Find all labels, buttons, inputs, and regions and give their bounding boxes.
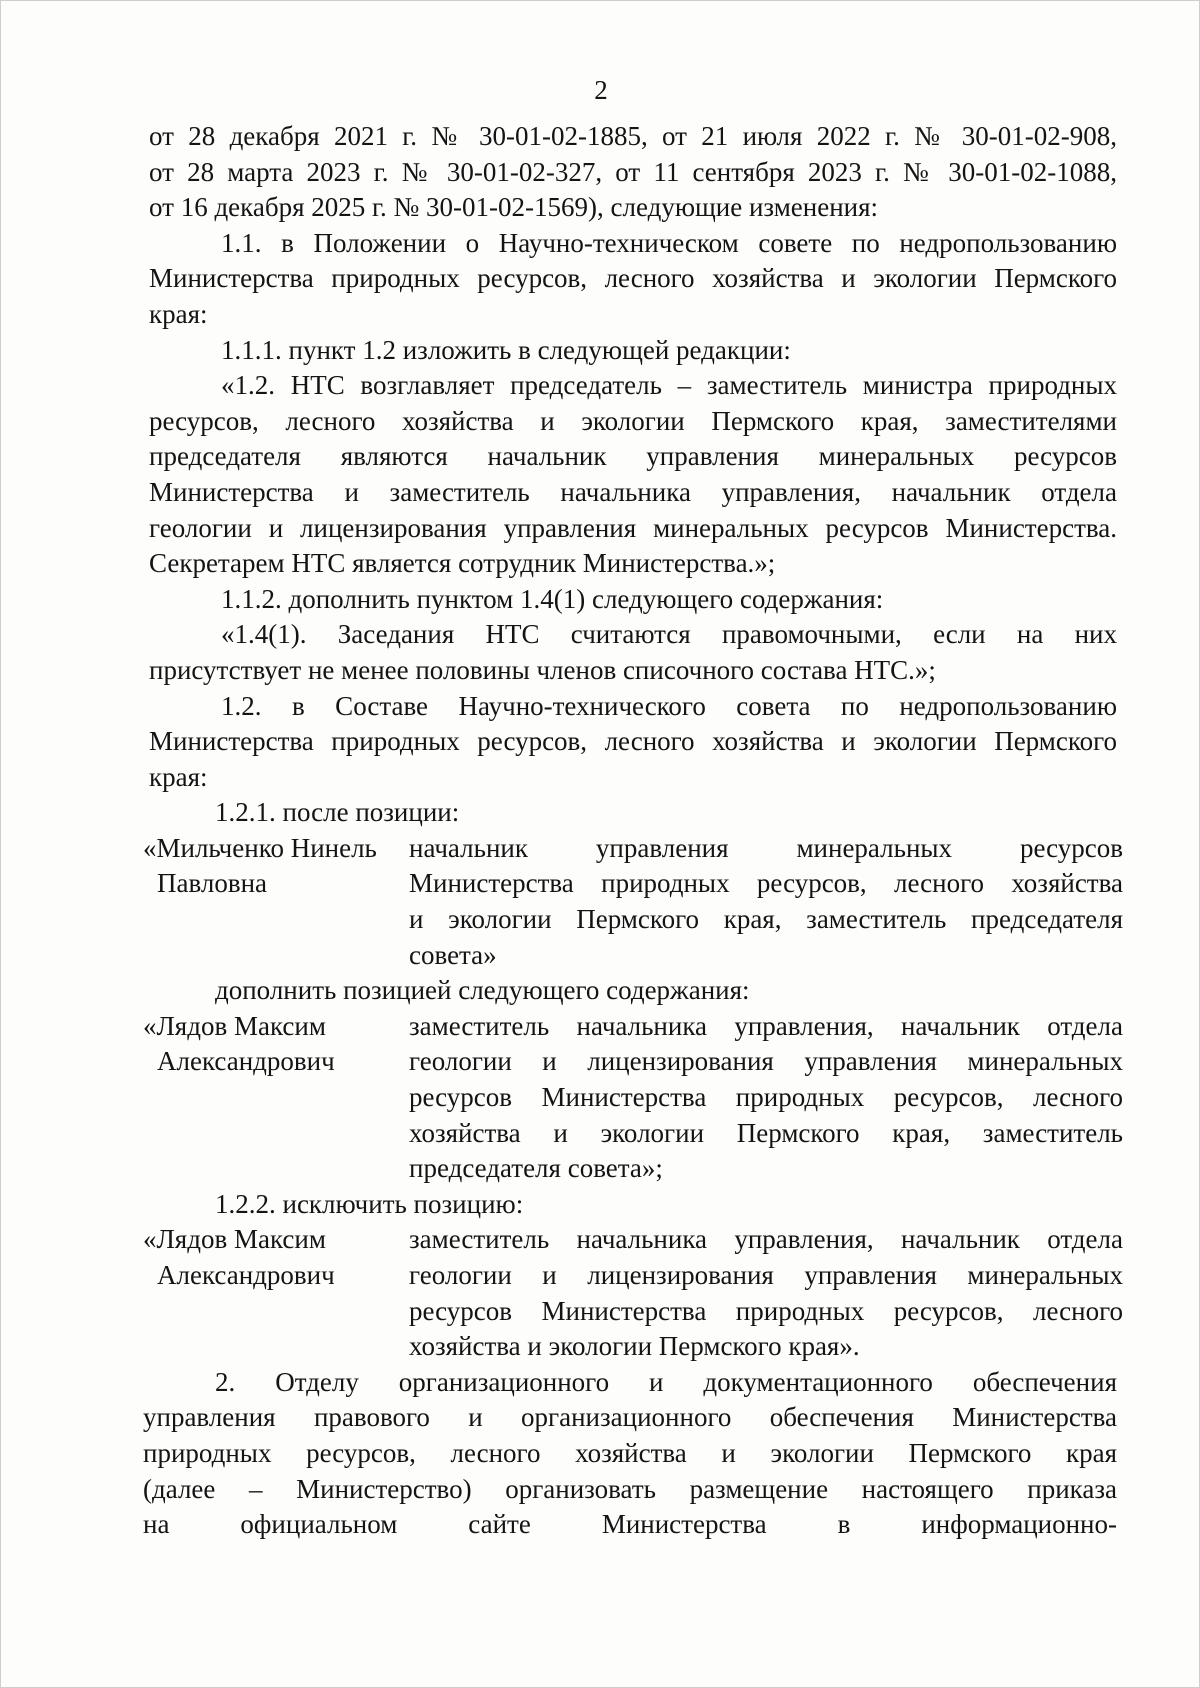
quote-1-4-1 <box>149 617 1117 688</box>
page-number: 2 <box>594 75 608 105</box>
text-line: хозяйства и экологии Пермского края». <box>409 1331 860 1362</box>
paragraph-1-1-2: 1.1.2. дополнить пунктом 1.4(1) следующего содержания: <box>221 583 884 614</box>
text-line: присутствует не менее половины членов списочного состава НТС.»; <box>149 654 936 685</box>
text-line: края: <box>149 761 208 792</box>
text-line: 1.2. в Составе Научно-технического совета по недропользованию <box>221 690 1117 721</box>
position-lyadov-added <box>143 1009 1123 1187</box>
text-line: хозяйства и экологии Пермского края, заместитель <box>409 1117 1123 1148</box>
text-line: Министерства природных ресурсов, лесного хозяйства и экологии Пермского <box>149 726 1117 757</box>
text-line: от 28 марта 2023 г. № 30-01-02-327, от 11 сентября 2023 г. № 30-01-02-1088, <box>149 156 1117 187</box>
text-line: Министерства природных ресурсов, лесного хозяйства <box>409 868 1123 899</box>
position-person-name <box>143 1009 409 1187</box>
position-description <box>409 1009 1123 1187</box>
paragraph-1-2-2: 1.2.2. исключить позицию: <box>215 1188 524 1219</box>
text-line: ресурсов Министерства природных ресурсов, лесного <box>409 1082 1123 1113</box>
text-line: (далее – Министерство) организовать размещение настоящего приказа <box>143 1473 1117 1504</box>
text-line: Министерства и заместитель начальника управления, начальник отдела <box>149 476 1117 507</box>
text-line: геологии и лицензирования управления минеральных <box>409 1260 1123 1290</box>
text-line: Министерства природных ресурсов, лесного хозяйства и экологии Пермского <box>149 263 1117 294</box>
text-line: заместитель начальника управления, начальник отдела <box>409 1224 1123 1255</box>
position-person-name <box>143 1222 409 1364</box>
add-position-line: дополнить позицией следующего содержания: <box>215 975 750 1006</box>
text-line: совета» <box>409 939 497 970</box>
position-lyadov-removed <box>143 1222 1123 1364</box>
text-line: от 16 декабря 2025 г. № 30-01-02-1569), следующие изменения: <box>149 192 879 223</box>
text-line: Павловна <box>157 868 268 899</box>
text-line: председателя совета»; <box>409 1153 663 1184</box>
text-line: геологии и лицензирования управления минеральных <box>409 1046 1123 1077</box>
quote-1-2 <box>149 368 1117 582</box>
text-line: на официальном сайте Министерства в информационно- <box>143 1509 1117 1540</box>
intro-paragraph <box>149 119 1117 226</box>
text-line: «Мильченко Нинель <box>143 832 377 863</box>
text-line: председателя являются начальник управления минеральных ресурсов <box>149 441 1117 472</box>
paragraph-1-1-1: 1.1.1. пункт 1.2 изложить в следующей редакции: <box>221 334 791 365</box>
text-line: 2. Отделу организационного и документационного обеспечения <box>215 1366 1117 1397</box>
text-line: «1.2. НТС возглавляет председатель – заместитель министра природных <box>221 370 1117 401</box>
paragraph-1-2-1: 1.2.1. после позиции: <box>215 797 460 828</box>
text-line: «Лядов Максим <box>143 1010 326 1041</box>
text-line: и экологии Пермского края, заместитель председателя <box>409 904 1123 935</box>
position-description <box>409 1222 1123 1364</box>
paragraph-1-1 <box>149 226 1117 333</box>
text-line: края: <box>149 298 208 329</box>
position-description <box>409 831 1123 973</box>
text-line: начальник управления минеральных ресурсов <box>409 832 1123 863</box>
text-line: природных ресурсов, лесного хозяйства и экологии Пермского края <box>143 1437 1117 1468</box>
text-line: «Лядов Максим <box>143 1224 326 1255</box>
text-line: Александрович <box>157 1260 335 1290</box>
paragraph-1-2 <box>149 689 1117 796</box>
text-line: от 28 декабря 2021 г. № 30-01-02-1885, от 21 июля 2022 г. № 30-01-02-908, <box>149 121 1117 151</box>
text-line: геологии и лицензирования управления минеральных ресурсов Министерства. <box>149 512 1117 543</box>
text-line: Александрович <box>157 1046 335 1077</box>
text-line: ресурсов Министерства природных ресурсов, лесного <box>409 1295 1123 1326</box>
text-line: «1.4(1). Заседания НТС считаются правомочными, если на них <box>221 619 1117 650</box>
text-line: Секретарем НТС является сотрудник Министерства.»; <box>149 548 776 579</box>
text-line: заместитель начальника управления, начальник отдела <box>409 1010 1123 1041</box>
position-person-name <box>143 831 409 973</box>
text-line: 1.1. в Положении о Научно-техническом совете по недропользованию <box>221 227 1117 258</box>
document-body <box>143 119 1123 1543</box>
text-line: управления правового и организационного обеспечения Министерства <box>143 1402 1117 1433</box>
position-milchenko <box>143 831 1123 973</box>
text-line: ресурсов, лесного хозяйства и экологии Пермского края, заместителями <box>149 405 1117 436</box>
paragraph-2 <box>143 1365 1117 1543</box>
